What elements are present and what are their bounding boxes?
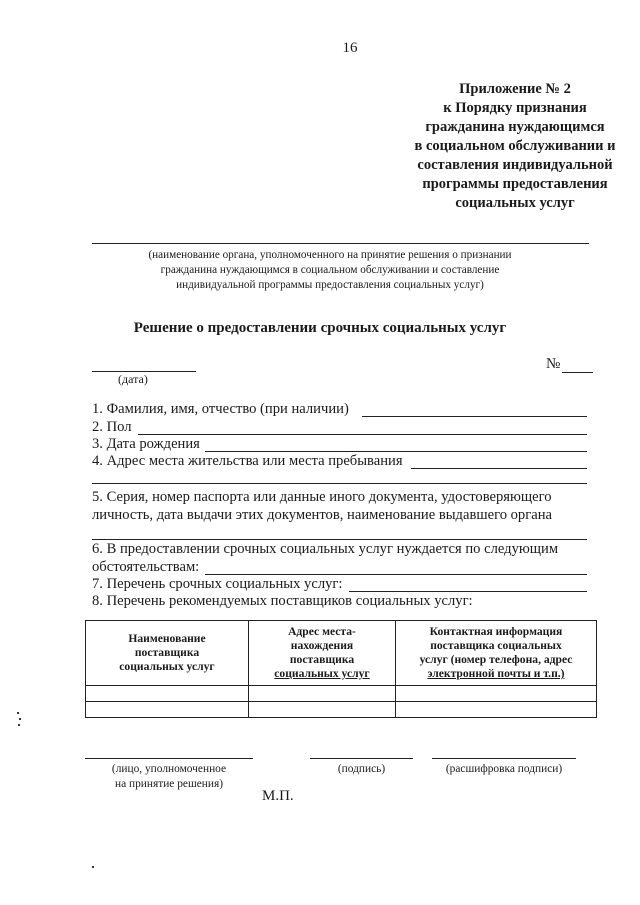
organ-caption-line: индивидуальной программы предоставления социальных услуг) bbox=[176, 279, 484, 291]
number-label: № bbox=[546, 356, 561, 372]
organ-caption-line: (наименование органа, уполномоченного на принятие решения о признании bbox=[148, 249, 512, 261]
column-header-provider-contacts bbox=[396, 621, 597, 686]
page-number: 16 bbox=[342, 40, 358, 56]
field-birth-date-label: 3. Дата рождения bbox=[92, 436, 200, 452]
field-services-label: 7. Перечень срочных социальных услуг: bbox=[92, 576, 343, 592]
person-caption-line: (лицо, уполномоченное bbox=[111, 763, 227, 775]
header-text: Контактная информация bbox=[429, 625, 563, 638]
header-text: Наименование bbox=[128, 632, 206, 645]
header-text: социальных услуг bbox=[119, 660, 215, 673]
header-text: поставщика социальных bbox=[430, 639, 562, 652]
scan-speck bbox=[17, 712, 19, 714]
table-cell[interactable] bbox=[86, 702, 249, 718]
field-address-line[interactable] bbox=[411, 468, 587, 469]
transcript-signature-line[interactable] bbox=[432, 758, 576, 759]
field-circumstances-label-2: обстоятельствам: bbox=[92, 559, 200, 575]
signature-caption: (подпись) bbox=[337, 763, 386, 775]
header-text: Адрес места- bbox=[288, 625, 356, 638]
stamp-label: М.П. bbox=[262, 788, 294, 804]
field-address-label: 4. Адрес места жительства или места пребывания bbox=[92, 453, 403, 469]
header-text: социальных услуг bbox=[274, 667, 370, 680]
table-cell[interactable] bbox=[249, 702, 396, 718]
table-row bbox=[86, 702, 597, 718]
table-cell[interactable] bbox=[249, 686, 396, 702]
header-text: поставщика bbox=[134, 646, 200, 659]
person-caption bbox=[85, 762, 253, 792]
appendix-header bbox=[380, 80, 640, 213]
signature-line[interactable] bbox=[310, 758, 413, 759]
field-circumstances-label-1: 6. В предоставлении срочных социальных услуг нуждается по следующим bbox=[92, 541, 559, 557]
document-title: Решение о предоставлении срочных социальных услуг bbox=[133, 320, 507, 336]
header-text: поставщика bbox=[289, 653, 355, 666]
table-row bbox=[86, 686, 597, 702]
scan-speck bbox=[18, 724, 20, 726]
appendix-line: программы предоставления bbox=[422, 176, 608, 192]
transcript-caption: (расшифровка подписи) bbox=[445, 763, 563, 775]
column-header-provider-name bbox=[86, 621, 249, 686]
number-line bbox=[562, 372, 593, 373]
appendix-line: гражданина нуждающимся bbox=[425, 119, 605, 135]
field-document-label-2: личность, дата выдачи этих документов, наименование выдавшего органа bbox=[92, 507, 552, 523]
organ-caption bbox=[120, 248, 540, 293]
appendix-line: к Порядку признания bbox=[443, 100, 587, 116]
organ-name-line bbox=[92, 243, 589, 244]
providers-table bbox=[85, 620, 597, 718]
organ-caption-line: гражданина нуждающимся в социальном обслуживании и составление bbox=[160, 264, 500, 276]
field-full-name-label: 1. Фамилия, имя, отчество (при наличии) bbox=[92, 401, 349, 417]
field-providers-label: 8. Перечень рекомендуемых поставщиков социальных услуг: bbox=[92, 593, 473, 609]
header-text: электронной почты и т.п.) bbox=[427, 667, 565, 680]
person-caption-line: на принятие решения) bbox=[115, 778, 223, 790]
field-services-line[interactable] bbox=[349, 591, 587, 592]
appendix-line: в социальном обслуживании и bbox=[414, 138, 616, 154]
scan-speck bbox=[19, 718, 21, 720]
scan-speck bbox=[92, 866, 94, 868]
table-cell[interactable] bbox=[396, 702, 597, 718]
field-document-label-1: 5. Серия, номер паспорта или данные иного документа, удостоверяющего bbox=[92, 489, 552, 505]
field-sex-label: 2. Пол bbox=[92, 419, 132, 435]
field-address-line-2[interactable] bbox=[92, 483, 587, 484]
header-text: услуг (номер телефона, адрес bbox=[419, 653, 573, 666]
providers-table-header bbox=[86, 621, 597, 686]
appendix-line: составления индивидуальной bbox=[417, 157, 613, 173]
date-caption: (дата) bbox=[118, 372, 148, 386]
person-signature-line[interactable] bbox=[85, 758, 253, 759]
column-header-provider-address bbox=[249, 621, 396, 686]
appendix-line: социальных услуг bbox=[455, 195, 575, 211]
appendix-line: Приложение № 2 bbox=[459, 81, 571, 97]
field-full-name-line[interactable] bbox=[362, 416, 587, 417]
table-cell[interactable] bbox=[86, 686, 249, 702]
field-document-line[interactable] bbox=[92, 539, 587, 540]
header-text: нахождения bbox=[290, 639, 354, 652]
field-circumstances-line[interactable] bbox=[205, 574, 587, 575]
field-birth-date-line[interactable] bbox=[205, 451, 587, 452]
table-cell[interactable] bbox=[396, 686, 597, 702]
field-sex-line[interactable] bbox=[138, 434, 587, 435]
